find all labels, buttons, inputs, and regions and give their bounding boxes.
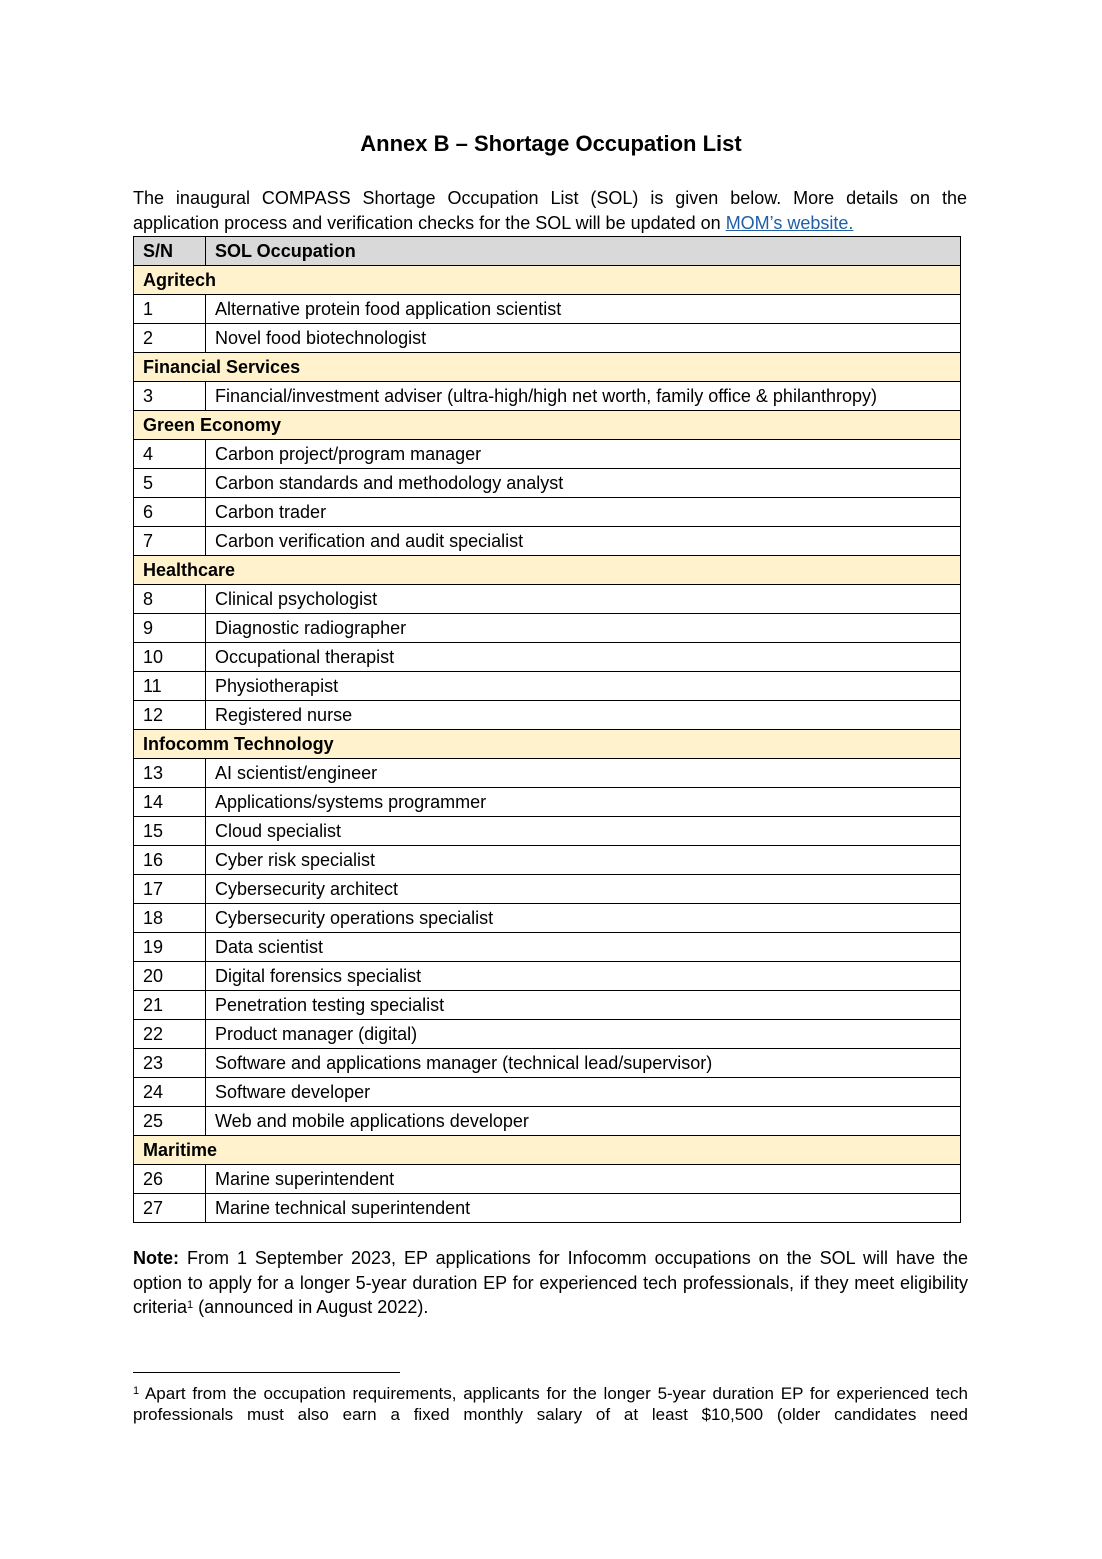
row-occupation: Software and applications manager (technical lead/supervisor)	[206, 1049, 961, 1078]
note-paragraph	[133, 1246, 968, 1320]
row-sn: 7	[134, 527, 206, 556]
table-row	[134, 962, 961, 991]
table-row	[134, 1107, 961, 1136]
table-row	[134, 759, 961, 788]
table-row	[134, 701, 961, 730]
sol-table	[133, 236, 961, 1223]
row-sn: 23	[134, 1049, 206, 1078]
table-row	[134, 614, 961, 643]
table-row	[134, 991, 961, 1020]
intro-line-2: application process and verification checks for the SOL will be updated on	[133, 213, 726, 233]
table-row	[134, 1078, 961, 1107]
row-sn: 25	[134, 1107, 206, 1136]
footnote-divider	[133, 1372, 400, 1373]
table-row	[134, 788, 961, 817]
row-sn: 17	[134, 875, 206, 904]
row-occupation: Alternative protein food application scientist	[206, 295, 961, 324]
footnote-ref: 1	[187, 1299, 194, 1311]
header-sn: S/N	[134, 237, 206, 266]
table-row	[134, 817, 961, 846]
footnote-number: 1	[133, 1385, 140, 1397]
category-label: Healthcare	[134, 556, 961, 585]
category-row	[134, 730, 961, 759]
table-row	[134, 846, 961, 875]
table-row	[134, 440, 961, 469]
row-occupation: Physiotherapist	[206, 672, 961, 701]
row-occupation: Marine technical superintendent	[206, 1194, 961, 1223]
row-occupation: Carbon standards and methodology analyst	[206, 469, 961, 498]
table-row	[134, 324, 961, 353]
row-occupation: Cybersecurity architect	[206, 875, 961, 904]
note-label: Note:	[133, 1248, 179, 1268]
table-row	[134, 875, 961, 904]
row-occupation: Digital forensics specialist	[206, 962, 961, 991]
row-occupation: Marine superintendent	[206, 1165, 961, 1194]
row-occupation: AI scientist/engineer	[206, 759, 961, 788]
row-sn: 9	[134, 614, 206, 643]
row-sn: 2	[134, 324, 206, 353]
row-sn: 20	[134, 962, 206, 991]
row-occupation: Occupational therapist	[206, 643, 961, 672]
category-row	[134, 411, 961, 440]
row-sn: 26	[134, 1165, 206, 1194]
row-sn: 5	[134, 469, 206, 498]
table-row	[134, 1049, 961, 1078]
row-sn: 27	[134, 1194, 206, 1223]
row-sn: 3	[134, 382, 206, 411]
row-sn: 6	[134, 498, 206, 527]
row-occupation: Financial/investment adviser (ultra-high/high net worth, family office & philanthropy)	[206, 382, 961, 411]
header-occupation: SOL Occupation	[206, 237, 961, 266]
table-row	[134, 904, 961, 933]
table-row	[134, 498, 961, 527]
category-label: Agritech	[134, 266, 961, 295]
intro-paragraph	[133, 186, 967, 236]
row-sn: 14	[134, 788, 206, 817]
row-sn: 1	[134, 295, 206, 324]
category-row	[134, 353, 961, 382]
table-row	[134, 1165, 961, 1194]
table-row	[134, 295, 961, 324]
category-row	[134, 1136, 961, 1165]
row-sn: 21	[134, 991, 206, 1020]
row-occupation: Cyber risk specialist	[206, 846, 961, 875]
table-row	[134, 382, 961, 411]
row-sn: 15	[134, 817, 206, 846]
table-row	[134, 643, 961, 672]
row-occupation: Product manager (digital)	[206, 1020, 961, 1049]
category-label: Maritime	[134, 1136, 961, 1165]
row-occupation: Cloud specialist	[206, 817, 961, 846]
note-text: From 1 September 2023, EP applications for Infocomm occupations on the SOL will have the option to apply for a longer 5-year duration EP for experienced tech professionals, if they meet eligibility criteria	[133, 1248, 968, 1317]
note-text-end: (announced in August 2022).	[193, 1297, 429, 1317]
row-occupation: Penetration testing specialist	[206, 991, 961, 1020]
category-row	[134, 266, 961, 295]
row-occupation: Software developer	[206, 1078, 961, 1107]
table-row	[134, 527, 961, 556]
row-sn: 8	[134, 585, 206, 614]
category-row	[134, 556, 961, 585]
row-sn: 13	[134, 759, 206, 788]
category-label: Green Economy	[134, 411, 961, 440]
intro-line-1: The inaugural COMPASS Shortage Occupation List (SOL) is given below. More details on the	[133, 188, 967, 208]
row-occupation: Carbon project/program manager	[206, 440, 961, 469]
row-occupation: Novel food biotechnologist	[206, 324, 961, 353]
table-header-row	[134, 237, 961, 266]
row-sn: 11	[134, 672, 206, 701]
row-occupation: Cybersecurity operations specialist	[206, 904, 961, 933]
footnote	[133, 1383, 968, 1425]
mom-website-link[interactable]: MOM’s website.	[725, 213, 854, 233]
row-sn: 12	[134, 701, 206, 730]
row-occupation: Registered nurse	[206, 701, 961, 730]
row-occupation: Carbon trader	[206, 498, 961, 527]
table-row	[134, 585, 961, 614]
row-occupation: Web and mobile applications developer	[206, 1107, 961, 1136]
table-row	[134, 1194, 961, 1223]
row-sn: 18	[134, 904, 206, 933]
table-row	[134, 933, 961, 962]
row-occupation: Clinical psychologist	[206, 585, 961, 614]
row-sn: 16	[134, 846, 206, 875]
row-sn: 10	[134, 643, 206, 672]
row-sn: 24	[134, 1078, 206, 1107]
page-title: Annex B – Shortage Occupation List	[360, 131, 742, 156]
table-row	[134, 672, 961, 701]
row-sn: 22	[134, 1020, 206, 1049]
row-occupation: Data scientist	[206, 933, 961, 962]
row-sn: 19	[134, 933, 206, 962]
row-occupation: Carbon verification and audit specialist	[206, 527, 961, 556]
category-label: Financial Services	[134, 353, 961, 382]
table-row	[134, 1020, 961, 1049]
row-occupation: Applications/systems programmer	[206, 788, 961, 817]
row-occupation: Diagnostic radiographer	[206, 614, 961, 643]
sol-table-body	[134, 266, 961, 1223]
row-sn: 4	[134, 440, 206, 469]
table-row	[134, 469, 961, 498]
category-label: Infocomm Technology	[134, 730, 961, 759]
footnote-text: Apart from the occupation requirements, applicants for the longer 5-year duration EP for experienced tech professionals must also earn a fixed monthly salary of at least $10,500 (older candidates need	[133, 1384, 968, 1424]
